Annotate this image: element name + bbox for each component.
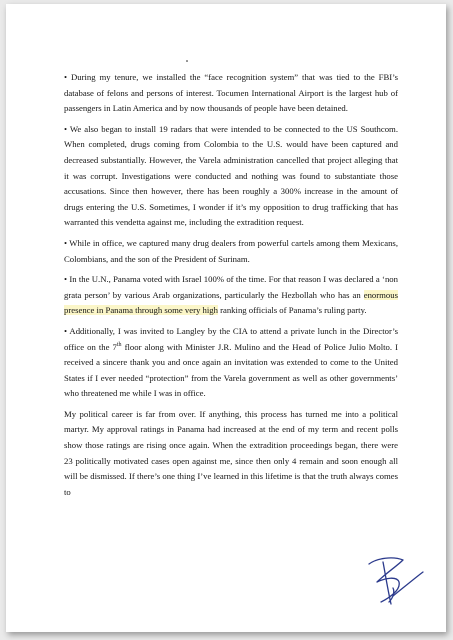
document-body xyxy=(64,70,398,505)
paragraph-face-recognition xyxy=(64,70,398,117)
paragraph-text: • While in office, we captured many drug dealers from powerful cartels among them Mexicans, Colombians, and the son of the President of Surinam. xyxy=(64,237,398,264)
paragraph-text: • Additionally, I was invited to Langley by the CIA to attend a private lunch in the Director’s office on the 7 xyxy=(64,325,398,352)
superscript-ordinal: th xyxy=(116,341,122,348)
signature-strokes xyxy=(369,558,423,604)
signature-icon xyxy=(363,552,425,608)
paragraph-text: My political career is far from over. If anything, this process has turned me into a political martyr. My approval ratings in Panama had increased at the end of my term and recent polls show those ratings are rising once again. When the extradition proceedings began, there were 23 politically motivated cases open against me, since then only 4 remain and soon enough all will be dismissed. If there’s one thing I’ve learned in this lifetime is that the truth always comes to xyxy=(64,408,398,497)
paragraph-radars xyxy=(64,122,398,231)
paragraph-text: floor along with Minister J.R. Mulino and the Head of Police Julio Molto. I received a sincere thank you and once again an invitation was extended to come to the United States if I ever needed “protection” from the Varela government as well as other governments’ who threatened me while I was in office. xyxy=(64,341,399,399)
paragraph-un-israel xyxy=(64,272,398,319)
paragraph-text: ranking officials of Panama’s ruling party. xyxy=(217,305,367,316)
paragraph-text: • We also began to install 19 radars that were intended to be connected to the US Southcom. When completed, drugs coming from Colombia to the U.S. would have been captured and decreased substantially. However, the Varela administration cancelled that project alleging that it was corrupt. Investigations were conducted and nothing was found to substantiate those accusations. Since then however, there has been roughly a 300% increase in the amount of drugs entering the U.S. Sometimes, I wonder if it’s my opposition to drug trafficking that has warranted this vendetta against me, including the extradition request. xyxy=(64,123,398,228)
paragraph-text: • During my tenure, we installed the “face recognition system” that was tied to the FBI’s database of felons and persons of interest. Tocumen International Airport is the largest hub of passengers in Latin America and by now thousands of people have been detained. xyxy=(64,72,398,114)
paragraph-drug-dealers xyxy=(64,236,398,267)
document-page xyxy=(6,4,446,632)
page-speck xyxy=(186,60,188,62)
paragraph-political-career xyxy=(64,407,398,501)
highlighted-text: enormous presence in Panama through some very high xyxy=(64,289,398,316)
paragraph-text: • In the U.N., Panama voted with Israel 100% of the time. For that reason I was declared a ‘non grata person’ by various Arab organizations, particularly the Hezbollah who has an xyxy=(64,274,398,300)
paragraph-langley xyxy=(64,324,398,402)
